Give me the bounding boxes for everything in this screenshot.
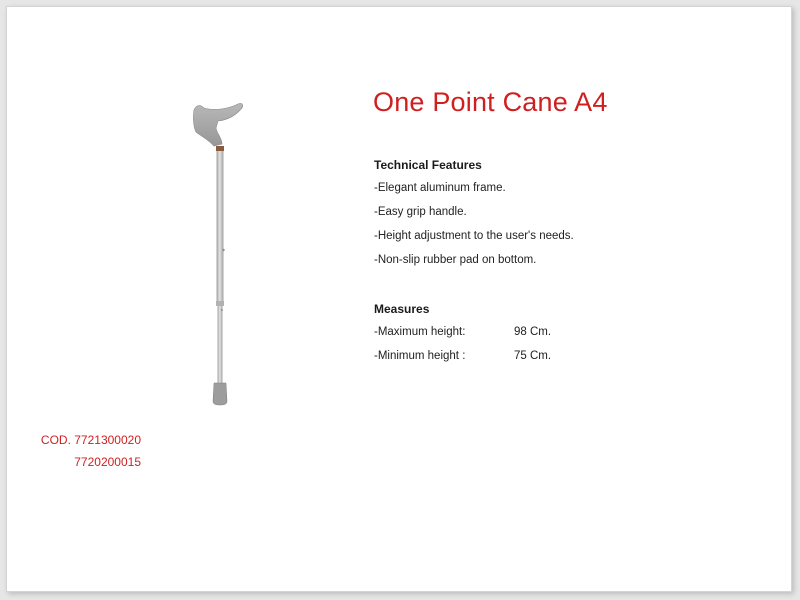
measures-heading: Measures bbox=[374, 302, 430, 316]
product-code-primary: COD. 7721300020 bbox=[40, 433, 141, 447]
measure-min-label: -Minimum height : bbox=[374, 350, 466, 362]
product-sheet bbox=[6, 6, 792, 592]
feature-item: -Easy grip handle. bbox=[374, 206, 467, 218]
measure-max-value: 98 Cm. bbox=[514, 326, 552, 338]
product-code-secondary: 7720200015 bbox=[74, 455, 141, 469]
product-title: One Point Cane A4 bbox=[373, 87, 608, 117]
feature-item: -Non-slip rubber pad on bottom. bbox=[374, 254, 537, 266]
measure-max-label: -Maximum height: bbox=[374, 326, 466, 338]
feature-item: -Elegant aluminum frame. bbox=[374, 182, 506, 194]
feature-item: -Height adjustment to the user's needs. bbox=[374, 230, 574, 242]
measure-min-value: 75 Cm. bbox=[514, 350, 552, 362]
technical-features-heading: Technical Features bbox=[374, 158, 482, 172]
cane-image bbox=[192, 102, 252, 412]
